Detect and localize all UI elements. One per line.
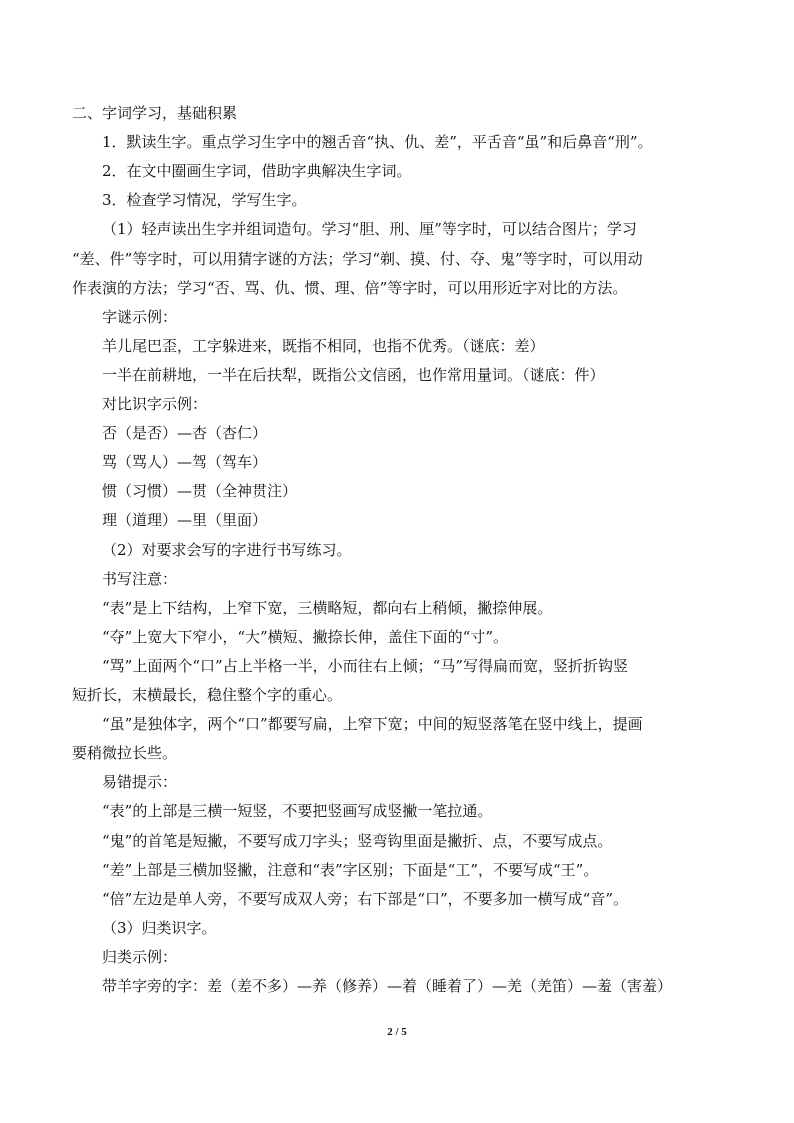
text-line: 归类示例：	[102, 947, 178, 966]
text-line: 二、字词学习，基础积累	[72, 104, 238, 122]
text-line: 一半在前耕地，一半在后扶犁，既指公文信函，也作常用量词。（谜底：件）	[102, 365, 605, 384]
text-line: 书写注意：	[102, 569, 178, 588]
text-line: “表”是上下结构，上窄下宽，三横略短，都向右上稍倾，撇捺伸展。	[102, 598, 553, 617]
text-line: 骂（骂人）—驾（驾车）	[102, 453, 268, 472]
text-line: 惯（习惯）—贯（全神贯注）	[102, 482, 298, 501]
text-line: 羊儿尾巴歪，工字躲进来，既指不相同，也指不优秀。（谜底：差）	[102, 336, 545, 355]
page-number: 2 / 5	[387, 1026, 407, 1038]
text-line: “夺”上宽大下窄小，“大”横短、撇捺长伸，盖住下面的“寸”。	[102, 627, 509, 646]
text-line: 要稍微拉长些。	[72, 744, 178, 763]
text-line: “差”上部是三横加竖撇，注意和“表”字区别；下面是“工”，不要写成“王”。	[102, 860, 599, 879]
text-line: 作表演的方法；学习“否、骂、仇、惯、理、倍”等字时，可以用形近字对比的方法。	[72, 278, 628, 297]
text-line: 带羊字旁的字：差（差不多）—养（修养）—着（睡着了）—羌（羌笛）—羞（害羞）	[102, 977, 673, 995]
text-line: 短折长，末横最长，稳住整个字的重心。	[72, 686, 343, 704]
text-line: 2．在文中圈画生字词，借助字典解决生字词。	[102, 162, 412, 181]
text-line: “倍”左边是单人旁，不要写成双人旁；右下部是“口”，不要多加一横写成“音”。	[102, 889, 629, 908]
text-line: 对比识字示例：	[102, 395, 208, 413]
text-line: 易错提示：	[102, 773, 178, 792]
text-line: “骂”上面两个“口”占上半格一半，小而往右上倾；“马”写得扁而宽，竖折折钩竖	[102, 656, 629, 675]
text-line: （2）对要求会写的字进行书写练习。	[102, 540, 352, 559]
text-line: “鬼”的首笔是短撇，不要写成刀字头；竖弯钩里面是撇折、点，不要写成点。	[102, 831, 613, 850]
text-line: （3）归类识字。	[102, 918, 217, 937]
text-line: “差、件”等字时，可以用猜字谜的方法；学习“剃、摸、付、夺、鬼”等字时，可以用动	[72, 249, 643, 268]
text-line: 字谜示例：	[102, 307, 178, 326]
text-line: （1）轻声读出生字并组词造句。学习“胆、刑、厘”等字时，可以结合图片；学习	[102, 220, 637, 239]
text-line: “虽”是独体字，两个“口”都要写扁，上窄下宽；中间的短竖落笔在竖中线上，提画	[102, 715, 643, 734]
text-line: 理（道理）—里（里面）	[102, 511, 268, 530]
text-line: 否（是否）—杏（杏仁）	[102, 424, 268, 443]
text-line: 1．默读生字。重点学习生字中的翘舌音“执、仇、差”，平舌音“虽”和后鼻音“刑”。	[102, 133, 653, 152]
text-line: “表”的上部是三横一短竖，不要把竖画写成竖撇一笔拉通。	[102, 802, 493, 821]
text-line: 3．检查学习情况，学写生字。	[102, 191, 307, 210]
